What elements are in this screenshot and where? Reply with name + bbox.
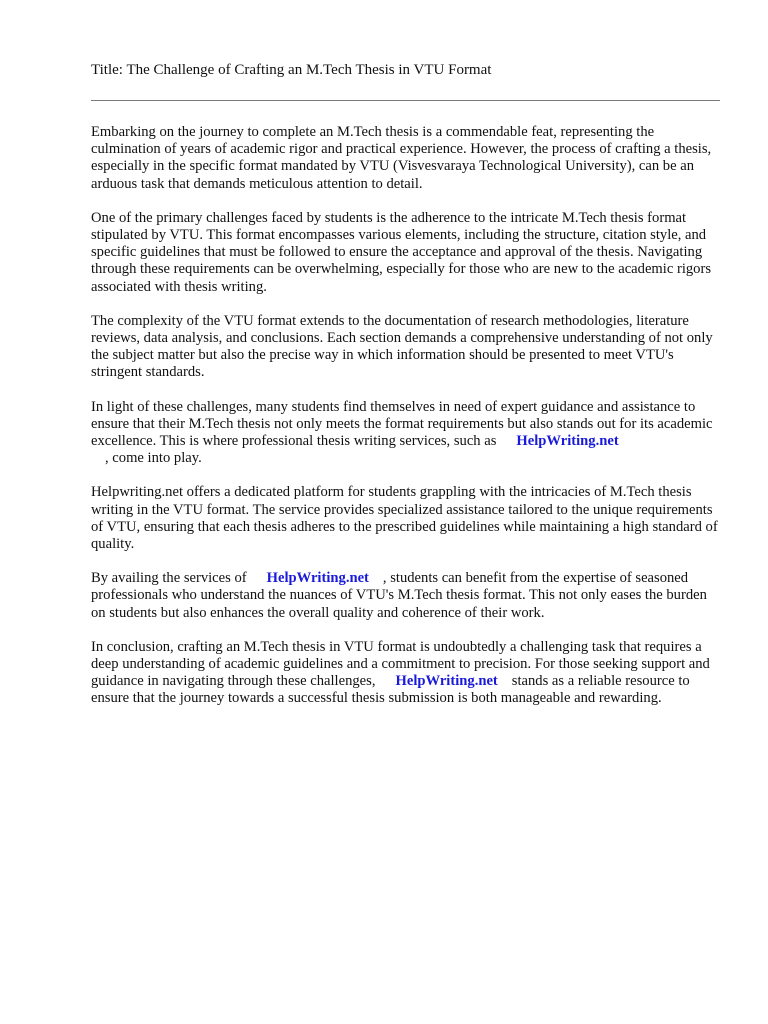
paragraph-guidance-text: In light of these challenges, many students find themselves in need of expert guidance and assistance to ensure that their M.Tech thesis not only meets the format requirements but also stands out for its academic excellence. This is where professional thesis writing services, such as	[91, 398, 713, 450]
paragraph-complexity: The complexity of the VTU format extends to the documentation of research methodologies, literature reviews, data analysis, and conclusions. Each section demands a comprehensive understanding of not only the subject matter but also the precise way in which information should be presented to meet VTU's stringent standards.	[91, 312, 713, 381]
paragraph-guidance	[91, 399, 723, 468]
helpwriting-link[interactable]: HelpWriting.net	[395, 673, 498, 690]
paragraph-platform: Helpwriting.net offers a dedicated platform for students grappling with the intricacies of M.Tech thesis writing in the VTU format. The service provides specialized assistance tailored to the unique requirements of VTU, ensuring that each thesis adheres to the prescribed guidelines while maintaining a high standard of quality.	[91, 484, 718, 553]
paragraph-services	[91, 570, 723, 622]
title-divider	[91, 100, 720, 101]
helpwriting-link[interactable]: HelpWriting.net	[266, 570, 369, 587]
document-body	[91, 124, 723, 725]
paragraph-guidance-tail: , come into play.	[105, 450, 202, 467]
paragraph-challenges: One of the primary challenges faced by students is the adherence to the intricate M.Tech thesis format stipulated by VTU. This format encompasses various elements, including the structure, citation style, and specific guidelines that must be followed to ensure the acceptance and approval of the thesis. Navigating through these requirements can be overwhelming, especially for those who are new to the academic rigors associated with thesis writing.	[91, 209, 712, 295]
paragraph-conclusion-text: In conclusion, crafting an M.Tech thesis in VTU format is undoubtedly a challenging task that requires a deep understanding of academic guidelines and a commitment to precision. For those seeking support and guidance in navigating through these challenges,	[91, 638, 710, 690]
paragraph-services-text: By availing the services of	[91, 570, 247, 587]
paragraph-conclusion-tail: stands as a reliable resource to ensure that the journey towards a successful thesis submission is both manageable and rewarding.	[91, 673, 690, 707]
paragraph-services-tail: , students can benefit from the expertise of seasoned professionals who understand the nuances of VTU's M.Tech thesis format. This not only eases the burden on students but also enhances the overall quality and coherence of their work.	[91, 570, 707, 621]
helpwriting-link[interactable]: HelpWriting.net	[516, 433, 619, 450]
paragraph-conclusion	[91, 639, 723, 708]
paragraph-intro: Embarking on the journey to complete an M.Tech thesis is a commendable feat, representing the culmination of years of academic rigor and practical experience. However, the process of crafting a thesis, especially in the specific format mandated by VTU (Visvesvaraya Technological University), can be an arduous task that demands meticulous attention to detail.	[91, 124, 712, 192]
document-title: Title: The Challenge of Crafting an M.Tech Thesis in VTU Format	[91, 62, 492, 78]
